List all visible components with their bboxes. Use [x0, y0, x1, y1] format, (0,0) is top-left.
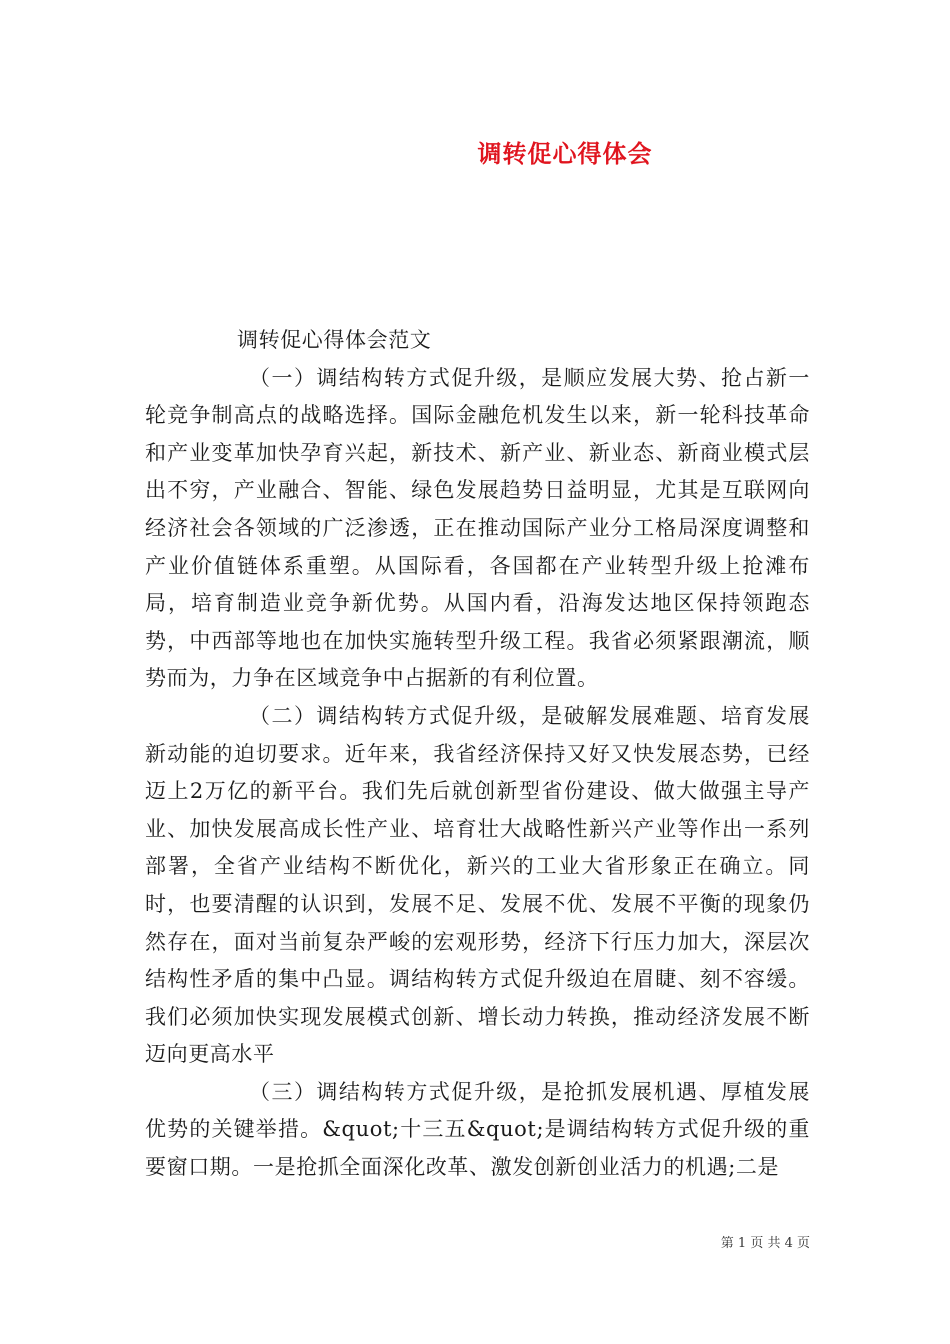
paragraph-1: （一）调结构转方式促升级，是顺应发展大势、抢占新一轮竞争制高点的战略选择。国际金融危机发生以来，新一轮科技革命和产业变革加快孕育兴起，新技术、新产业、新业态、新商业模式层出不穷，产业融合、智能、绿色发展趋势日益明显，尤其是互联网向经济社会各领域的广泛渗透，正在推动国际产业分工格局深度调整和产业价值链体系重塑。从国际看，各国都在产业转型升级上抢滩布局，培育制造业竞争新优势。从国内看，沿海发达地区保持领跑态势，中西部等地也在加快实施转型升级工程。我省必须紧跟潮流，顺势而为，力争在区域竞争中占据新的有利位置。: [145, 365, 810, 691]
paragraph-3: （三）调结构转方式促升级，是抢抓发展机遇、厚植发展优势的关键举措。&quot;十三五&quot;是调结构转方式促升级的重要窗口期。一是抢抓全面深化改革、激发创新创业活力的机遇;二是: [145, 1079, 810, 1180]
document-body: [145, 322, 810, 1187]
document-subtitle: 调转促心得体会范文: [237, 328, 432, 352]
paragraph-2: （二）调结构转方式促升级，是破解发展难题、培育发展新动能的迫切要求。近年来，我省经济保持又好又快发展态势，已经迈上2万亿的新平台。我们先后就创新型省份建设、做大做强主导产业、加快发展高成长性产业、培育壮大战略性新兴产业等作出一系列部署，全省产业结构不断优化，新兴的工业大省形象正在确立。同时，也要清醒的认识到，发展不足、发展不优、发展不平衡的现象仍然存在，面对当前复杂严峻的宏观形势，经济下行压力加大，深层次结构性矛盾的集中凸显。调结构转方式促升级迫在眉睫、刻不容缓。我们必须加快实现发展模式创新、增长动力转换，推动经济发展不断迈向更高水平: [145, 703, 810, 1067]
page-number-footer: 第 1 页 共 4 页: [720, 1236, 810, 1251]
document-title: 调转促心得体会: [477, 139, 653, 168]
